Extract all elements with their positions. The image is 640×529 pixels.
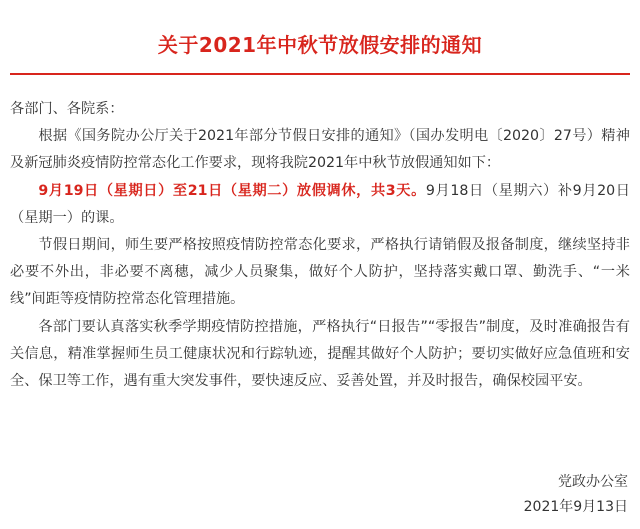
paragraph-holiday-requirements: 节假日期间，师生要严格按照疫情防控常态化要求，严格执行请销假及报备制度，继续坚持非必要不外出，非必要不离穗，减少人员聚集，做好个人防护，坚持落实戴口罩、勤洗手、“一米线”间距等疫情防控常态化管理措施。 [10,237,630,308]
signature-office: 党政办公室 [558,474,628,490]
paragraph-schedule [10,178,630,232]
makeup-class-text: 9月18日（星期六）补9月20日（星期一）的课。 [10,182,630,226]
title-divider [10,73,630,75]
notice-body [10,96,630,395]
salutation: 各部门、各院系： [10,101,124,117]
paragraph-department-requirements: 各部门要认真落实秋季学期疫情防控措施，严格执行“日报告”“零报告”制度，及时准确报告有关信息，精准掌握师生员工健康状况和行踪轨迹，提醒其做好个人防护；要切实做好应急值班和安全、保卫等工作，遇有重大突发事件，要快速反应、妥善处置，并及时报告，确保校园平安。 [10,318,630,390]
notice-title: 关于2021年中秋节放假安排的通知 [157,33,483,57]
paragraph-basis: 根据《国务院办公厅关于2021年部分节假日安排的通知》（国办发明电〔2020〕27号）精神及新冠肺炎疫情防控常态化工作要求，现将我院2021年中秋节放假通知如下： [10,128,630,172]
signature-date: 2021年9月13日 [523,499,628,515]
holiday-dates-highlight: 9月19日（星期日）至21日（星期二）放假调休，共3天。 [38,182,426,199]
